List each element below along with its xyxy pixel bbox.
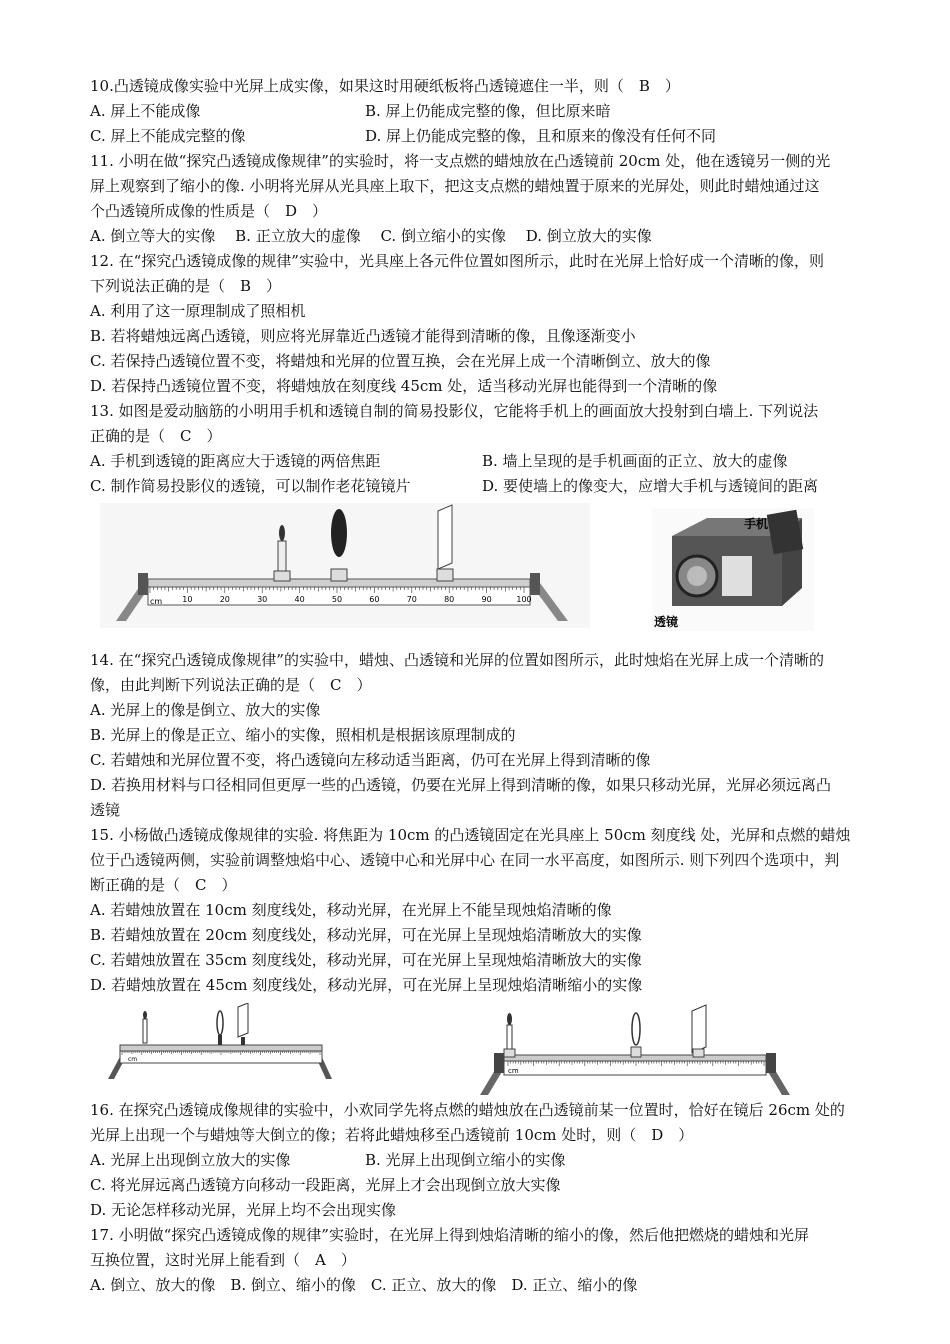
q16-stem-2: 光屏上出现一个与蜡烛等大倒立的像；若将此蜡烛移至凸透镜前 10cm 处时，则（ D ）: [90, 1126, 694, 1144]
lens-label: 透镜: [654, 615, 679, 629]
q12-option-d: D. 若保持凸透镜位置不变，将蜡烛放在刻度线 45cm 处，适当移动光屏也能得到一个清晰的像: [90, 377, 718, 395]
q17-options: A. 倒立、放大的像 B. 倒立、缩小的像 C. 正立、放大的像 D. 正立、缩小的像: [90, 1276, 638, 1294]
q16-option-b: B. 光屏上出现倒立缩小的实像: [365, 1151, 566, 1169]
q10-option-a: A. 屏上不能成像: [90, 102, 201, 120]
q16-option-a: A. 光屏上出现倒立放大的实像: [90, 1151, 291, 1169]
q12-option-c: C. 若保持凸透镜位置不变，将蜡烛和光屏的位置互换，会在光屏上成一个清晰倒立、放大的像: [90, 352, 711, 370]
q13-option-d: D. 要使墙上的像变大，应增大手机与透镜间的距离: [482, 477, 819, 495]
bench-end-left: [138, 573, 148, 595]
bench3-candle-flame: [507, 1013, 512, 1025]
bench-unit-label: cm: [150, 597, 163, 606]
bench3-end-right: [766, 1053, 776, 1073]
convex-lens: [331, 509, 347, 557]
projector-window: [722, 556, 752, 596]
q13-option-c: C. 制作简易投影仪的透镜，可以制作老花镜镜片: [90, 477, 411, 495]
q14-option-d-2: 透镜: [90, 801, 121, 819]
scale-tick-label: 50: [331, 595, 343, 604]
projector-lens-inner: [687, 566, 707, 586]
lens-holder: [331, 569, 347, 581]
optical-bench-figure-3: [480, 1003, 790, 1098]
q17-stem-1: 17. 小明做“探究凸透镜成像的规律”实验时，在光屏上得到烛焰清晰的缩小的像，然后他把燃烧的蜡烛和光屏: [90, 1226, 809, 1244]
screen-holder: [437, 569, 453, 581]
candle: [278, 541, 286, 573]
bench2-lens: [217, 1011, 223, 1035]
q10-stem: 10.凸透镜成像实验中光屏上成实像，如果这时用硬纸板将凸透镜遮住一半，则（ B ）: [90, 77, 680, 95]
q11-stem-2: 屏上观察到了缩小的像. 小明将光屏从光具座上取下，把这支点燃的蜡烛置于原来的光屏处，则此时蜡烛通过这: [90, 177, 820, 195]
q15-stem-2: 位于凸透镜两侧，实验前调整烛焰中心、透镜中心和光屏中心 在同一水平高度，如图所示. 则下列四个选项中，判: [90, 851, 840, 869]
q14-option-a: A. 光屏上的像是倒立、放大的实像: [90, 701, 321, 719]
bench3-candle-holder: [504, 1049, 515, 1057]
q12-option-b: B. 若将蜡烛远离凸透镜，则应将光屏靠近凸透镜才能得到清晰的像，且像逐渐变小: [90, 327, 636, 345]
scale-tick-label: 90: [481, 595, 492, 604]
candle-flame: [279, 525, 285, 541]
q12-option-a: A. 利用了这一原理制成了照相机: [90, 302, 306, 320]
q14-stem-2: 像，由此判断下列说法正确的是（ C ）: [90, 676, 372, 694]
q12-stem-1: 12. 在“探究凸透镜成像的规律”实验中，光具座上各元件位置如图所示，此时在光屏上恰好成一个清晰的像，则: [90, 252, 824, 270]
bench2-lens-stand: [218, 1035, 222, 1045]
bench3-screen-holder: [693, 1049, 704, 1057]
scale-tick-label: 80: [444, 595, 455, 604]
bench2-candle: [143, 1019, 147, 1043]
q14-option-d-1: D. 若换用材料与口径相同但更厚一些的凸透镜，仍要在光屏上得到清晰的像，如果只移动光屏，光屏必须远离凸: [90, 776, 832, 794]
q16-option-c: C. 将光屏远离凸透镜方向移动一段距离，光屏上才会出现倒立放大实像: [90, 1176, 561, 1194]
scale-tick-label: 40: [294, 595, 305, 604]
q13-stem-1: 13. 如图是爱动脑筋的小明用手机和透镜自制的简易投影仪，它能将手机上的画面放大投射到白墙上. 下列说法: [90, 402, 819, 420]
q15-option-c: C. 若蜡烛放置在 35cm 刻度线处，移动光屏，可在光屏上呈现烛焰清晰放大的实像: [90, 951, 642, 969]
scale-tick-label: 100: [516, 595, 532, 604]
q14-stem-1: 14. 在“探究凸透镜成像规律”的实验中，蜡烛、凸透镜和光屏的位置如图所示，此时烛焰在光屏上成一个清晰的: [90, 651, 824, 669]
bench2-rail: [120, 1045, 322, 1051]
q11-stem-1: 11. 小明在做“探究凸透镜成像规律”的实验时，将一支点燃的蜡烛放在凸透镜前 20cm 处，他在透镜另一侧的光: [90, 152, 831, 170]
q12-stem-2: 下列说法正确的是（ B ）: [90, 277, 282, 295]
q15-stem-3: 断正确的是（ C ）: [90, 876, 237, 894]
bench2-unit-label: cm: [128, 1056, 138, 1063]
q11-stem-3: 个凸透镜所成像的性质是（ D ）: [90, 202, 328, 220]
q13-option-a: A. 手机到透镜的距离应大于透镜的两倍焦距: [90, 452, 381, 470]
bench2-candle-flame: [143, 1011, 147, 1019]
phone-projector-figure: [652, 508, 814, 631]
optical-bench-figure-1: [100, 503, 590, 628]
bench3-lens-holder: [631, 1047, 641, 1057]
q15-option-b: B. 若蜡烛放置在 20cm 刻度线处，移动光屏，可在光屏上呈现烛焰清晰放大的实像: [90, 926, 642, 944]
q15-option-d: D. 若蜡烛放置在 45cm 刻度线处，移动光屏，可在光屏上呈现烛焰清晰缩小的实像: [90, 976, 643, 994]
scale-tick-label: 10: [182, 595, 193, 604]
q17-stem-2: 互换位置，这时光屏上能看到（ A ）: [90, 1251, 356, 1269]
q15-option-a: A. 若蜡烛放置在 10cm 刻度线处，移动光屏，在光屏上不能呈现烛焰清晰的像: [90, 901, 612, 919]
q11-options: A. 倒立等大的实像 B. 正立放大的虚像 C. 倒立缩小的实像 D. 倒立放大的实像: [90, 227, 652, 245]
q16-option-d: D. 无论怎样移动光屏，光屏上均不会出现实像: [90, 1201, 397, 1219]
phone-label: 手机: [744, 517, 769, 531]
bench3-scale: [504, 1061, 766, 1075]
q15-stem-1: 15. 小杨做凸透镜成像规律的实验. 将焦距为 10cm 的凸透镜固定在光具座上 50cm 刻度线 处，光屏和点燃的蜡烛: [90, 826, 851, 844]
q10-option-c: C. 屏上不能成完整的像: [90, 127, 246, 145]
scale-tick-label: 70: [406, 595, 417, 604]
bench3-end-left: [494, 1053, 504, 1073]
q16-stem-1: 16. 在探究凸透镜成像规律的实验中，小欢同学先将点燃的蜡烛放在凸透镜前某一位置时，恰好在镜后 26cm 处的: [90, 1101, 845, 1119]
scale-tick-label: 20: [219, 595, 230, 604]
q13-option-b: B. 墙上呈现的是手机画面的正立、放大的虚像: [482, 452, 788, 470]
scale-tick-label: 60: [369, 595, 380, 604]
bench3-unit-label: cm: [508, 1067, 519, 1075]
light-screen: [438, 505, 452, 569]
q14-option-b: B. 光屏上的像是正立、缩小的实像，照相机是根据该原理制成的: [90, 726, 516, 744]
bench3-lens: [632, 1013, 640, 1045]
q14-option-c: C. 若蜡烛和光屏位置不变，将凸透镜向左移动适当距离，仍可在光屏上得到清晰的像: [90, 751, 651, 769]
bench2-screen-stand: [241, 1037, 245, 1045]
q10-option-d: D. 屏上仍能成完整的像，且和原来的像没有任何不同: [365, 127, 717, 145]
bench-end-right: [530, 573, 540, 595]
candle-holder: [274, 571, 290, 581]
bench2-screen: [238, 1003, 248, 1037]
optical-bench-figure-2: [108, 1003, 333, 1083]
scale-tick-label: 30: [257, 595, 268, 604]
q10-option-b: B. 屏上仍能成完整的像，但比原来暗: [365, 102, 611, 120]
q13-stem-2: 正确的是（ C ）: [90, 427, 222, 445]
bench3-screen: [692, 1005, 706, 1053]
